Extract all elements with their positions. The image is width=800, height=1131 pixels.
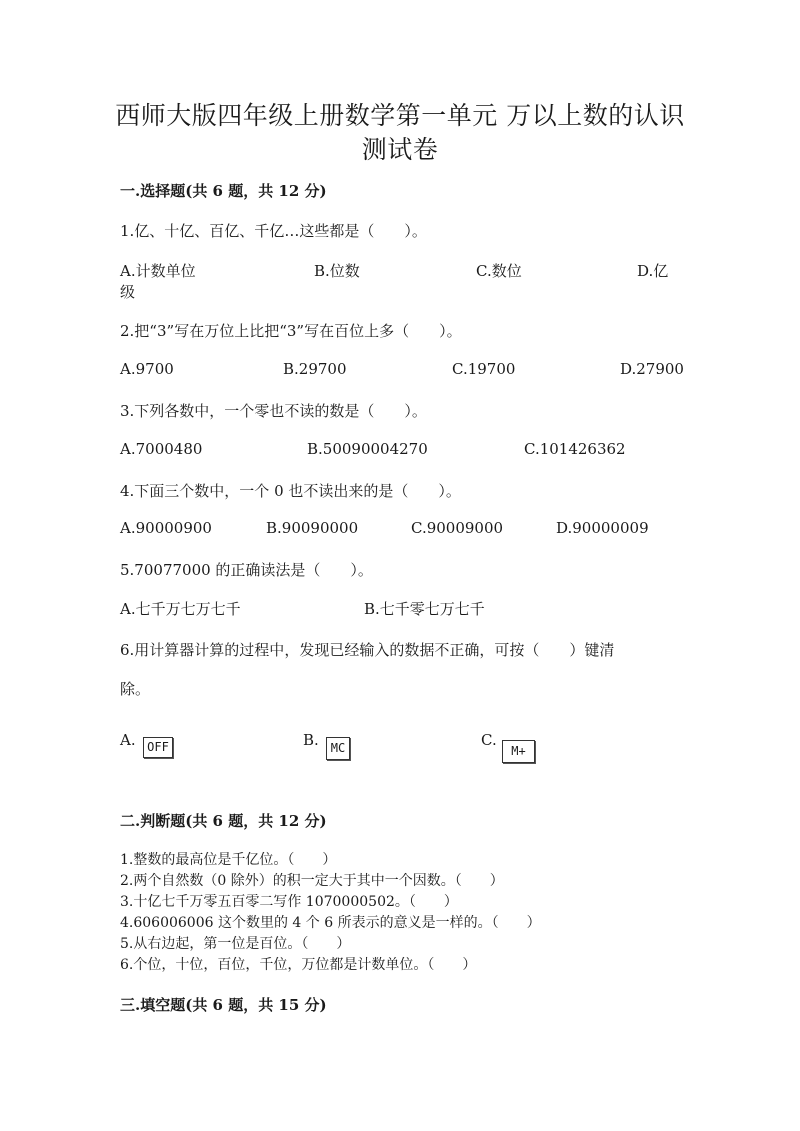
document-title-line1: 西师大版四年级上册数学第一单元 万以上数的认识 xyxy=(115,101,685,130)
option-1a: A.计数单位 xyxy=(120,262,196,280)
off-key-icon: OFF xyxy=(143,737,173,758)
option-4b: B.90090000 xyxy=(266,519,359,537)
judgment-item-4: 4.606006006 这个数里的 4 个 6 所表示的意义是一样的。（ ） xyxy=(120,915,541,931)
option-1b: B.位数 xyxy=(314,262,360,280)
mc-key-icon: MC xyxy=(326,737,350,760)
question-6: 6.用计算器计算的过程中，发现已经输入的数据不正确，可按（ ）键清 xyxy=(120,641,615,659)
section-heading-choice: 一.选择题(共 6 题，共 12 分) xyxy=(120,182,327,200)
option-2b: B.29700 xyxy=(283,360,347,378)
option-5a: A.七千万七万七千 xyxy=(120,600,241,618)
judgment-item-2: 2.两个自然数（0 除外）的积一定大于其中一个因数。（ ） xyxy=(120,873,504,889)
judgment-item-3: 3.十亿七千万零五百零二写作 1070000502。（ ） xyxy=(120,894,458,910)
section-heading-fill-in: 三.填空题(共 6 题，共 15 分) xyxy=(120,996,327,1014)
document-title-line2: 测试卷 xyxy=(361,135,439,164)
option-1c: C.数位 xyxy=(476,262,522,280)
option-2d: D.27900 xyxy=(620,360,684,378)
option-2a: A.9700 xyxy=(120,360,174,378)
question-1: 1.亿、十亿、百亿、千亿…这些都是（ ）。 xyxy=(120,222,427,240)
option-6a-label: A. xyxy=(120,731,136,749)
m-plus-key-icon: M+ xyxy=(502,740,535,763)
option-3c: C.101426362 xyxy=(524,440,626,458)
option-6c-label: C. xyxy=(481,731,497,749)
option-2c: C.19700 xyxy=(452,360,516,378)
option-6b-label: B. xyxy=(303,731,319,749)
option-5b: B.七千零七万七千 xyxy=(364,600,485,618)
option-1d: D.亿 xyxy=(637,262,669,280)
question-3: 3.下列各数中，一个零也不读的数是（ ）。 xyxy=(120,402,427,420)
question-6-wrap: 除。 xyxy=(120,680,151,698)
judgment-item-1: 1.整数的最高位是千亿位。（ ） xyxy=(120,852,337,868)
question-5: 5.70077000 的正确读法是（ ）。 xyxy=(120,561,373,579)
judgment-item-5: 5.从右边起，第一位是百位。（ ） xyxy=(120,936,351,952)
option-1d-wrap: 级 xyxy=(120,283,136,301)
section-heading-judgment: 二.判断题(共 6 题，共 12 分) xyxy=(120,812,327,830)
option-3a: A.7000480 xyxy=(120,440,203,458)
option-4a: A.90000900 xyxy=(120,519,212,537)
question-4: 4.下面三个数中，一个 0 也不读出来的是（ ）。 xyxy=(120,482,461,500)
option-4c: C.90009000 xyxy=(411,519,504,537)
option-3b: B.50090004270 xyxy=(307,440,428,458)
question-2: 2.把“3”写在万位上比把“3”写在百位上多（ ）。 xyxy=(120,322,462,340)
judgment-item-6: 6.个位，十位，百位，千位，万位都是计数单位。（ ） xyxy=(120,957,477,973)
option-4d: D.90000009 xyxy=(556,519,649,537)
